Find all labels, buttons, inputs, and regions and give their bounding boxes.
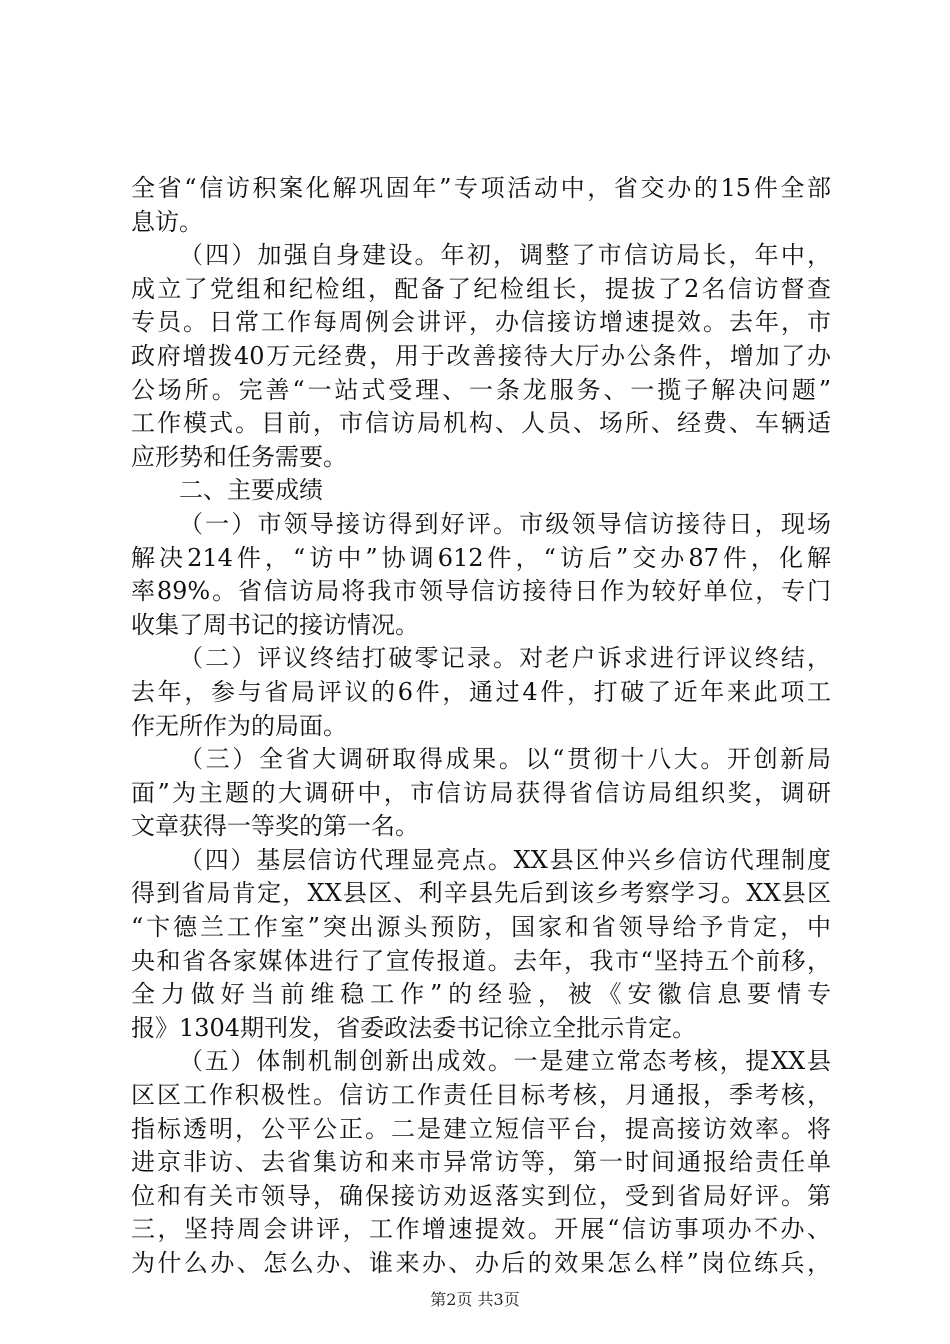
text-line: 进京非访、去省集访和来市异常访等，第一时间通报给责任单 bbox=[131, 1148, 831, 1177]
text-line: 成立了党组和纪检组，配备了纪检组长，提拔了2名信访督查 bbox=[131, 274, 831, 303]
text-line: 文章获得一等奖的第一名。 bbox=[131, 812, 419, 841]
text-line: 为什么办、怎么办、谁来办、办后的效果怎么样”岗位练兵， bbox=[131, 1249, 831, 1277]
text-line: 二、主要成绩 bbox=[179, 476, 323, 505]
text-line: 去年，参与省局评议的6件，通过4件，打破了近年来此项工 bbox=[131, 677, 831, 706]
text-line: 政府增拨40万元经费，用于改善接待大厅办公条件，增加了办 bbox=[131, 341, 831, 370]
text-line: 全省“信访积案化解巩固年”专项活动中，省交办的15件全部 bbox=[131, 174, 831, 202]
document-body bbox=[131, 172, 831, 1281]
text-line: 报》1304期刊发，省委政法委书记徐立全批示肯定。 bbox=[131, 1013, 697, 1042]
text-line: 区区工作积极性。信访工作责任目标考核，月通报，季考核， bbox=[131, 1081, 831, 1110]
text-line: 三，坚持周会讲评，工作增速提效。开展“信访事项办不办、 bbox=[131, 1215, 831, 1244]
text-line: 央和省各家媒体进行了宣传报道。去年，我市“坚持五个前移， bbox=[131, 946, 831, 975]
text-line: “卞德兰工作室”突出源头预防，国家和省领导给予肯定，中 bbox=[131, 913, 831, 942]
text-line: 位和有关市领导，确保接访劝返落实到位，受到省局好评。第 bbox=[131, 1181, 831, 1210]
text-line: 全力做好当前维稳工作”的经验，被《安徽信息要情专 bbox=[131, 980, 831, 1009]
text-line: （一）市领导接访得到好评。市级领导信访接待日，现场 bbox=[179, 509, 831, 538]
text-line: 作无所作为的局面。 bbox=[131, 711, 347, 740]
text-line: （三）全省大调研取得成果。以“贯彻十八大。开创新局 bbox=[179, 745, 831, 774]
text-line: （二）评议终结打破零记录。对老户诉求进行评议终结， bbox=[179, 644, 831, 673]
text-line: 解决214件，“访中”协调612件，“访后”交办87件，化解 bbox=[131, 543, 831, 572]
text-line: 专员。日常工作每周例会讲评，办信接访增速提效。去年，市 bbox=[131, 308, 831, 337]
text-line: 息访。 bbox=[131, 207, 203, 236]
text-line: 得到省局肯定，XX县区、利辛县先后到该乡考察学习。XX县区 bbox=[131, 879, 831, 908]
text-line: 收集了周书记的接访情况。 bbox=[131, 610, 419, 639]
text-line: （四）基层信访代理显亮点。XX县区仲兴乡信访代理制度 bbox=[179, 845, 831, 874]
text-line: 面”为主题的大调研中，市信访局获得省信访局组织奖，调研 bbox=[131, 778, 831, 807]
text-line: 率89%。省信访局将我市领导信访接待日作为较好单位，专门 bbox=[131, 577, 831, 606]
text-line: 工作模式。目前，市信访局机构、人员、场所、经费、车辆适 bbox=[131, 409, 831, 438]
text-line: 应形势和任务需要。 bbox=[131, 442, 347, 471]
page-footer: 第2页 共3页 bbox=[430, 1290, 520, 1309]
text-line: （四）加强自身建设。年初，调整了市信访局长，年中， bbox=[179, 241, 831, 270]
text-line: 指标透明，公平公正。二是建立短信平台，提高接访效率。将 bbox=[131, 1114, 831, 1143]
text-line: 公场所。完善“一站式受理、一条龙服务、一揽子解决问题” bbox=[131, 375, 831, 404]
text-line: （五）体制机制创新出成效。一是建立常态考核，提XX县 bbox=[179, 1047, 831, 1076]
